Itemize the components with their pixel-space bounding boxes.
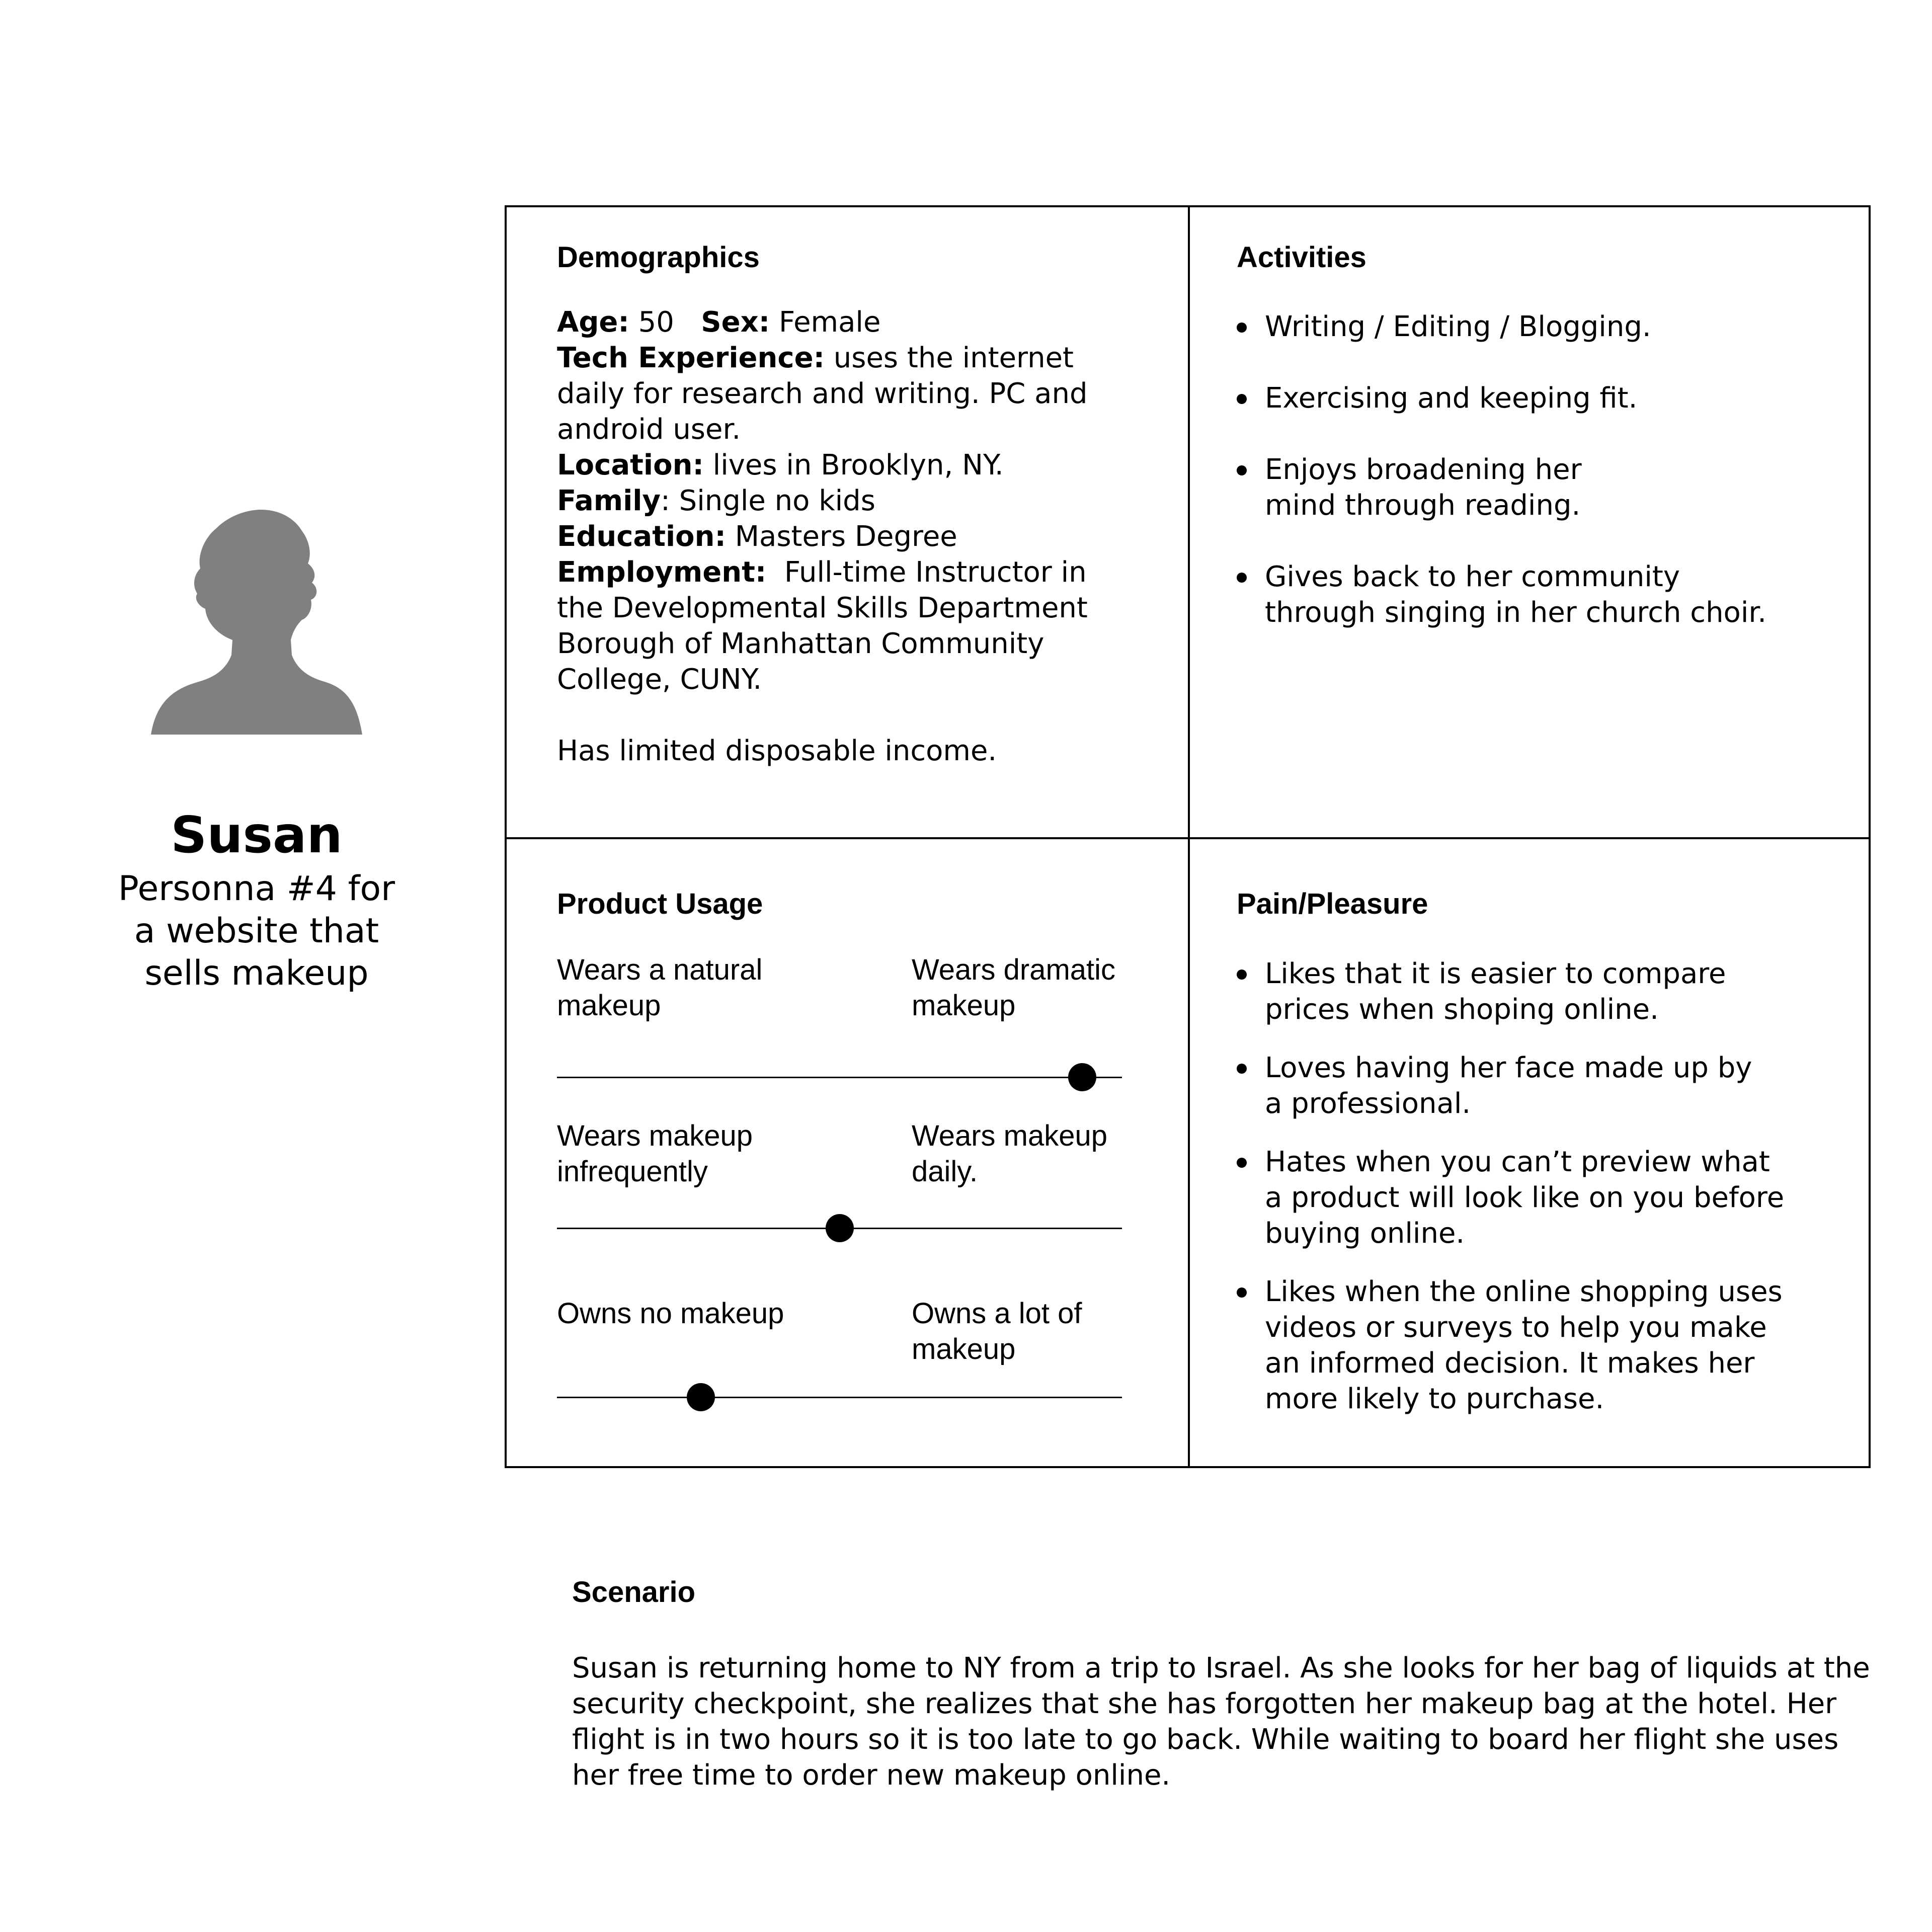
slider-left-label: Wears a natural makeup <box>557 953 763 1022</box>
tech-value: uses the internet daily for research and writing. PC and android user. <box>557 342 1088 446</box>
list-item: Enjoys broadening her mind through reading. <box>1237 452 1627 523</box>
list-item: Exercising and keeping fit. <box>1237 380 1815 416</box>
family-line <box>557 483 1136 519</box>
sex-label: Sex: <box>701 306 770 339</box>
slider-knob[interactable] <box>826 1214 854 1242</box>
grid-horizontal-divider <box>507 837 1869 839</box>
employment-value: Full-time Instructor in the Developmental Skills Department Borough of Manhattan Community College, CUNY. <box>557 556 1088 696</box>
demographics-title: Demographics <box>557 241 760 274</box>
female-silhouette-icon <box>151 508 362 735</box>
persona-name: Susan <box>171 806 343 864</box>
scenario-title: Scenario <box>572 1576 695 1608</box>
slider-left-label: Owns no makeup <box>557 1297 784 1330</box>
list-item: Writing / Editing / Blogging. <box>1237 309 1815 345</box>
list-item: Hates when you can’t preview what a product will look like on you before buying online. <box>1237 1144 1793 1251</box>
list-item: Likes that it is easier to compare prices when shoping online. <box>1237 956 1800 1027</box>
age-value: 50 <box>638 306 674 339</box>
product-usage-title: Product Usage <box>557 888 763 920</box>
education-value: Masters Degree <box>735 520 957 553</box>
tech-label: Tech Experience: <box>557 342 825 374</box>
activities-list <box>1237 309 1815 630</box>
slider-track <box>557 1397 1122 1398</box>
slider-track <box>557 1228 1122 1229</box>
list-item: Gives back to her community through singing in her church choir. <box>1237 559 1798 630</box>
scenario-text: Susan is returning home to NY from a trip to Israel. As she looks for her bag of liquids at the security checkpoint, she realizes that she has forgotten her makeup bag at the hotel. Her flight is in two hours so it is too late to go back. While waiting to board her flight she uses her free time to order new makeup online. <box>572 1652 1870 1792</box>
slider-right-label: Wears makeup daily. <box>912 1119 1107 1188</box>
activities-title: Activities <box>1237 241 1366 274</box>
pain-pleasure-title: Pain/Pleasure <box>1237 888 1428 920</box>
education-label: Education: <box>557 520 726 553</box>
slider-left-label: Wears makeup infrequently <box>557 1119 753 1188</box>
employment-label: Employment: <box>557 556 767 589</box>
list-item: Loves having her face made up by a professional. <box>1237 1050 1768 1121</box>
location-label: Location: <box>557 449 704 481</box>
slider-knob[interactable] <box>687 1383 715 1411</box>
slider-right-label: Wears dramatic makeup <box>912 953 1116 1022</box>
location-line <box>557 447 1136 483</box>
age-label: Age: <box>557 306 629 339</box>
sex-value: Female <box>778 306 881 339</box>
family-value: : Single no kids <box>661 485 875 517</box>
slider-right-label: Owns a lot of makeup <box>912 1297 1082 1365</box>
employment-line <box>557 554 1136 697</box>
demographics-content <box>557 304 1136 769</box>
family-label: Family <box>557 485 661 517</box>
grid-vertical-divider <box>1188 207 1190 1466</box>
slider-knob[interactable] <box>1068 1063 1096 1091</box>
list-item: Likes when the online shopping uses videos or surveys to help you make an informed decision. It makes her more likely to purchase. <box>1237 1274 1800 1417</box>
education-line <box>557 519 1136 554</box>
age-sex-line <box>557 304 1136 340</box>
income-line: Has limited disposable income. <box>557 735 997 767</box>
pain-pleasure-list <box>1237 956 1800 1417</box>
location-value: lives in Brooklyn, NY. <box>712 449 1004 481</box>
persona-description: Personna #4 for a website that sells makeup <box>118 869 395 993</box>
tech-line <box>557 340 1136 447</box>
slider-track <box>557 1077 1122 1078</box>
